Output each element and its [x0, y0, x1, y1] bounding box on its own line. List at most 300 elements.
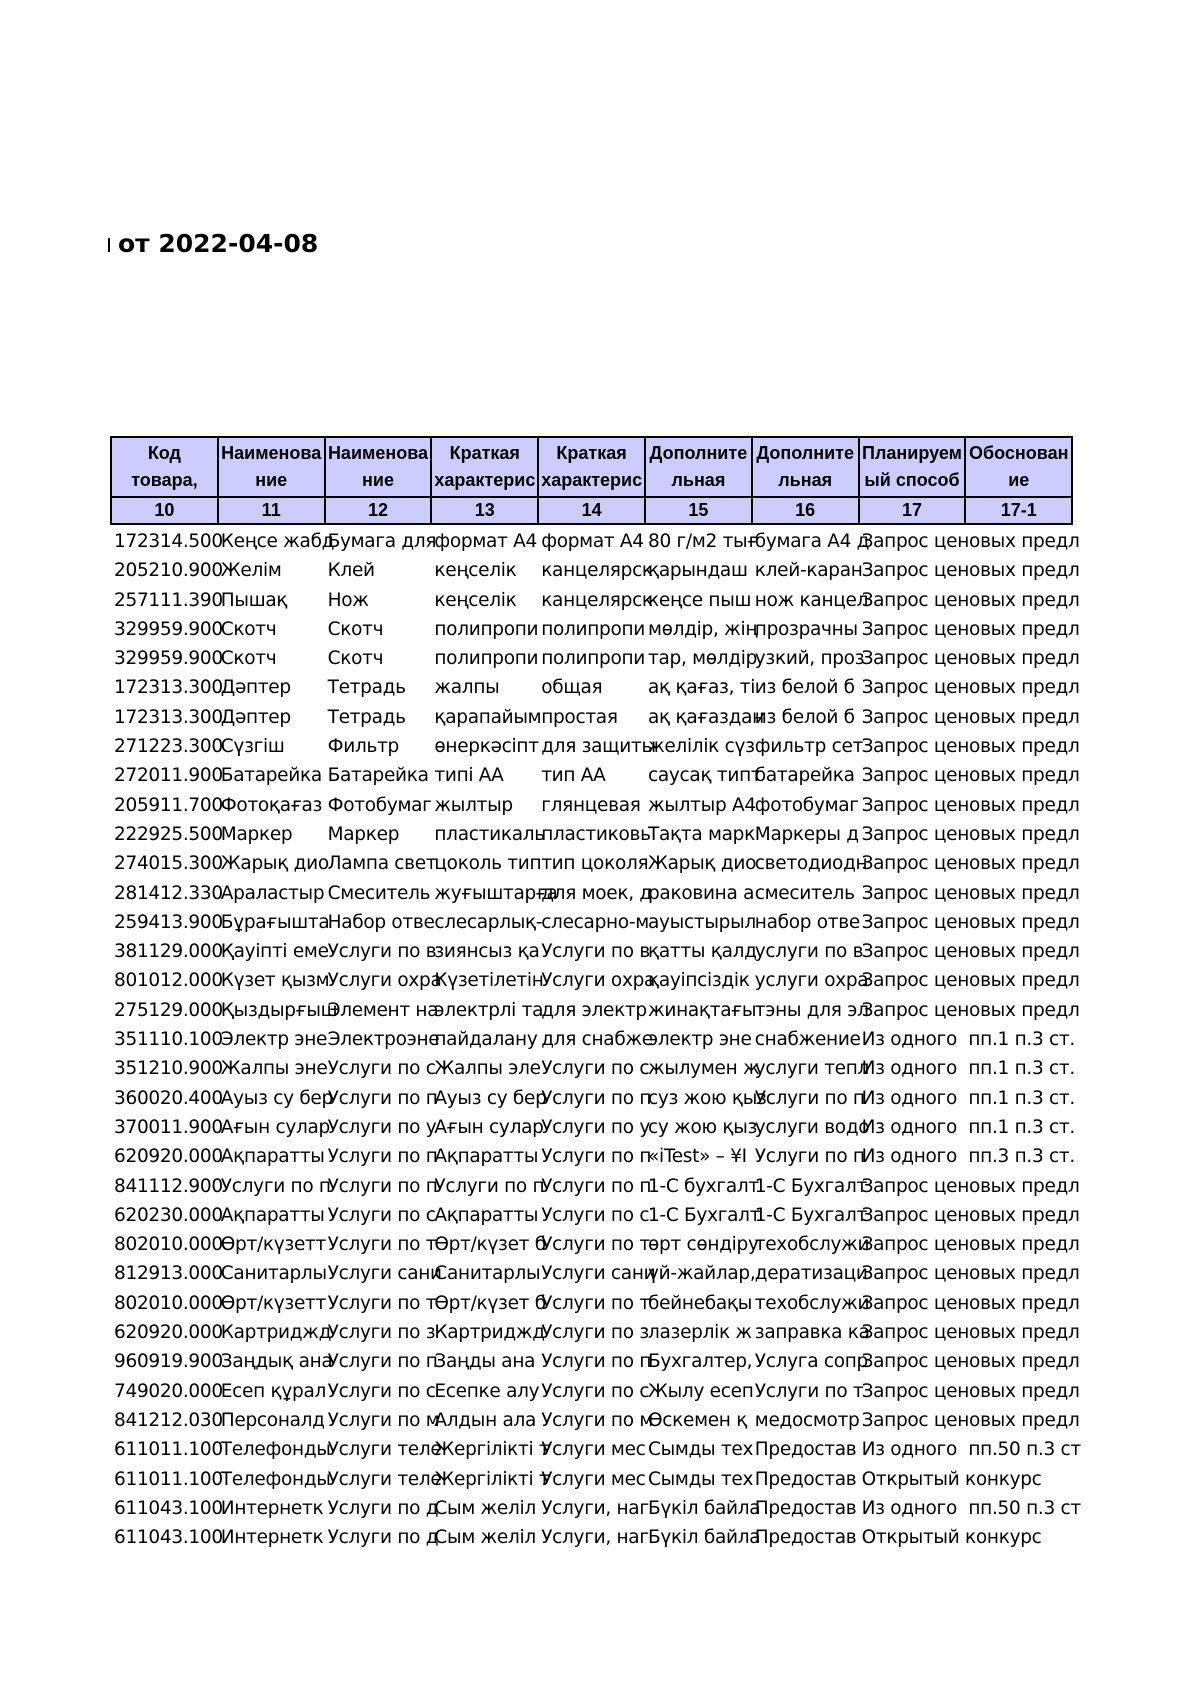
- table-cell: Скотч: [220, 618, 277, 640]
- column-header-line: ие: [1008, 470, 1030, 490]
- table-cell: из белой б: [754, 706, 855, 728]
- table-cell: Санитарлы: [434, 1263, 541, 1285]
- table-cell: техобслужи: [754, 1292, 870, 1314]
- table-cell: 257111.390: [114, 589, 223, 611]
- table-row: [111, 1523, 1072, 1552]
- column-header: [752, 437, 859, 497]
- table-cell: пп.50 п.3 ст: [968, 1497, 1081, 1519]
- column-header-line: характерис: [434, 470, 536, 490]
- table-row: [111, 1377, 1072, 1406]
- table-row: [111, 1084, 1072, 1113]
- table-cell: Батарейка: [327, 765, 429, 787]
- table-cell: Жалпы эне: [220, 1058, 328, 1080]
- table-cell: полипропи: [541, 618, 646, 640]
- table-cell: Услуги по п: [541, 1175, 652, 1197]
- table-cell: Жылу есеп: [647, 1380, 754, 1402]
- table-row: [111, 820, 1072, 849]
- table-cell: пп.1 п.3 ст.: [968, 1087, 1075, 1109]
- table-cell: Ақпаратты: [434, 1146, 539, 1168]
- table-cell: Скотч: [220, 648, 277, 670]
- table-cell: нож канцел: [754, 589, 869, 611]
- table-cell: Сым желіл: [434, 1497, 536, 1519]
- column-number: 16: [752, 497, 859, 524]
- table-cell: Запрос ценовых предл: [861, 794, 1080, 816]
- table-cell: Кеңсе жабд: [220, 531, 335, 552]
- table-cell: 620920.000: [114, 1146, 223, 1168]
- table-row: [111, 615, 1072, 644]
- table-cell: 329959.900: [114, 618, 223, 640]
- table-cell: Запрос ценовых предл: [861, 618, 1080, 640]
- table-cell: полипропи: [541, 648, 646, 670]
- table-cell: Запрос ценовых предл: [861, 589, 1080, 611]
- table-cell: зиянсыз қа: [434, 941, 540, 963]
- table-cell: Өрт/күзетт: [220, 1234, 327, 1256]
- table-cell: Запрос ценовых предл: [861, 911, 1080, 933]
- table-cell: электрлі та: [434, 999, 544, 1021]
- table-cell: Услуги, наг: [541, 1497, 649, 1519]
- table-cell: Запрос ценовых предл: [861, 1351, 1080, 1373]
- table-cell: Услуги по с: [327, 1380, 436, 1402]
- table-cell: Услуги по т: [327, 1234, 437, 1256]
- table-cell: для моек, д: [541, 882, 652, 904]
- table-cell: 351110.100: [114, 1029, 223, 1051]
- table-cell: Из одного: [861, 1439, 957, 1461]
- table-cell: суз жою қыз: [647, 1087, 767, 1109]
- table-cell: Бухгалтер,: [647, 1351, 753, 1373]
- table-cell: Запрос ценовых предл: [861, 1204, 1080, 1226]
- table-cell: пластикаль: [434, 823, 545, 845]
- table-cell: 960919.900: [114, 1351, 223, 1373]
- column-number: 17: [859, 497, 966, 524]
- column-number: 12: [325, 497, 432, 524]
- column-number: 14: [538, 497, 645, 524]
- table-cell: Күзетілетін: [434, 970, 544, 992]
- table-cell: Интернетк: [220, 1497, 324, 1519]
- column-header: [111, 437, 218, 497]
- table-cell: жалпы: [434, 677, 500, 699]
- table-cell: Бумага для: [327, 531, 437, 552]
- table-row: [111, 732, 1072, 761]
- column-header-line: Обоснован: [969, 443, 1069, 463]
- table-cell: мөлдір, жің: [647, 618, 758, 640]
- column-number: 11: [218, 497, 325, 524]
- table-row: [111, 524, 1072, 556]
- table-cell: пп.1 п.3 ст.: [968, 1058, 1075, 1080]
- table-cell: Услуги сани: [541, 1263, 656, 1285]
- table-cell: Услуги по с: [327, 1204, 436, 1226]
- table-cell: Сүзгіш: [220, 736, 285, 758]
- table-cell: жылтыр А4: [647, 794, 756, 816]
- table-cell: Из одного: [861, 1087, 957, 1109]
- column-header-line: льная: [778, 470, 833, 490]
- table-row: [111, 586, 1072, 615]
- table-cell: Картриджд: [434, 1322, 545, 1344]
- column-header: [325, 437, 432, 497]
- table-cell: фильтр сет: [754, 736, 864, 758]
- column-header: [859, 437, 966, 497]
- table-cell: Есепке алу: [434, 1380, 540, 1402]
- table-cell: өнеркәсіпт: [434, 736, 539, 758]
- table-cell: Услуги по у: [541, 1116, 650, 1138]
- table-cell: Услуги, наг: [541, 1527, 649, 1549]
- table-cell: услуги охра: [754, 970, 869, 992]
- table-cell: ақ қағаздан: [647, 706, 764, 728]
- table-cell: Персоналд: [220, 1409, 325, 1431]
- table-cell: Запрос ценовых предл: [861, 1292, 1080, 1314]
- table-cell: 80 г/м2 тығ: [647, 531, 758, 552]
- table-cell: Услуги по п: [434, 1175, 545, 1197]
- table-cell: жинақтағы: [647, 999, 757, 1021]
- table-cell: глянцевая: [541, 794, 641, 816]
- column-header-line: Дополните: [756, 443, 854, 463]
- table-cell: Услуги мес: [541, 1439, 646, 1461]
- table-cell: 274015.300: [114, 853, 223, 875]
- table-cell: Скотч: [327, 648, 384, 670]
- table-cell: Заңды ана: [434, 1351, 536, 1373]
- table-row: [111, 1025, 1072, 1054]
- table-cell: Услуги по т: [541, 1292, 650, 1314]
- table-cell: су жою қыз: [647, 1116, 758, 1138]
- table-cell: типі АА: [434, 765, 504, 787]
- table-cell: Алдын ала: [434, 1409, 537, 1431]
- table-cell: 281412.330: [114, 882, 223, 904]
- table-row: [111, 1318, 1072, 1347]
- table-cell: Услуги по т: [327, 1292, 437, 1314]
- table-cell: пп.3 п.3 ст.: [968, 1146, 1075, 1168]
- table-cell: Жалпы эле: [434, 1058, 541, 1080]
- table-cell: снабжение: [754, 1029, 861, 1051]
- column-number: 15: [645, 497, 752, 524]
- column-number: 13: [431, 497, 538, 524]
- table-cell: 802010.000: [114, 1292, 223, 1314]
- table-cell: Ауыз су бер: [220, 1087, 333, 1109]
- table-cell: 275129.000: [114, 999, 223, 1021]
- table-cell: Открытый конкурс: [861, 1468, 1042, 1490]
- table-row: [111, 791, 1072, 820]
- table-cell: Из одного: [861, 1497, 957, 1519]
- table-cell: Запрос ценовых предл: [861, 1322, 1080, 1344]
- table-cell: Услуги по с: [541, 1380, 650, 1402]
- table-header: [111, 437, 1072, 524]
- table-cell: Жарық дио: [220, 853, 329, 875]
- table-cell: 841212.030: [114, 1409, 223, 1431]
- table-cell: Запрос ценовых предл: [861, 941, 1080, 963]
- table-cell: для электр: [541, 999, 647, 1021]
- table-cell: кеңсе пыш: [647, 589, 752, 611]
- header-row: [111, 437, 1072, 497]
- table-cell: канцелярск: [541, 589, 653, 611]
- table-cell: Услуги мес: [541, 1468, 646, 1490]
- table-cell: Дәптер: [220, 706, 291, 728]
- table-cell: Услуга сопр: [754, 1351, 868, 1373]
- table-row: [111, 1259, 1072, 1288]
- table-cell: лазерлік ж: [647, 1322, 752, 1344]
- table-cell: прозрачны: [754, 618, 858, 640]
- table-cell: пайдалану: [434, 1029, 538, 1051]
- table-cell: узкий, проз: [754, 648, 865, 670]
- table-cell: Жарық дио: [647, 853, 757, 875]
- table-cell: 1-С Бухгалт: [754, 1204, 867, 1226]
- table-cell: Телефонды: [220, 1468, 331, 1490]
- column-header: [218, 437, 325, 497]
- table-cell: общая: [541, 677, 603, 699]
- table-cell: Услуги по с: [541, 1058, 650, 1080]
- table-cell: для снабже: [541, 1029, 653, 1051]
- table-cell: жылумен ж: [647, 1058, 760, 1080]
- table-cell: Услуги по п: [541, 1146, 652, 1168]
- table-row: [111, 1289, 1072, 1318]
- table-cell: 841112.900: [114, 1175, 223, 1197]
- table-cell: Услуги охра: [541, 970, 656, 992]
- table-cell: Ағын сулар: [220, 1116, 330, 1138]
- table-cell: Фильтр: [327, 736, 399, 758]
- table-cell: 1-С бухгалт: [647, 1175, 759, 1197]
- table-cell: Предостав: [754, 1439, 857, 1461]
- table-cell: Услуги по в: [541, 941, 650, 963]
- table-cell: 370011.900: [114, 1116, 223, 1138]
- table-cell: слесарно-м: [541, 911, 649, 933]
- table-cell: Запрос ценовых предл: [861, 706, 1080, 728]
- table-cell: Маркер: [327, 823, 400, 845]
- table-row: [111, 761, 1072, 790]
- table-cell: Бүкіл байла: [647, 1497, 761, 1519]
- table-cell: Тетрадь: [327, 706, 406, 728]
- table-cell: Запрос ценовых предл: [861, 970, 1080, 992]
- table-cell: Услуги по т: [754, 1380, 864, 1402]
- table-cell: қауіпсіздік: [647, 970, 750, 992]
- table-cell: Электр эне: [220, 1029, 328, 1051]
- table-cell: Запрос ценовых предл: [861, 765, 1080, 787]
- table-cell: «iTest» – ¥I: [647, 1146, 747, 1168]
- table-cell: 172313.300: [114, 706, 223, 728]
- table-cell: Запрос ценовых предл: [861, 882, 1080, 904]
- table-cell: пластиковь: [541, 823, 651, 845]
- table-cell: Услуги сани: [327, 1263, 442, 1285]
- table-cell: Смеситель: [327, 882, 431, 904]
- table-cell: 205210.900: [114, 560, 223, 582]
- column-header-line: Планируем: [862, 443, 962, 463]
- table-cell: канцелярск: [541, 560, 653, 582]
- table-cell: Из одного: [861, 1058, 957, 1080]
- table-cell: Сымды тех: [647, 1468, 754, 1490]
- table-cell: смеситель: [754, 882, 855, 904]
- table-cell: Из одного: [861, 1029, 957, 1051]
- table-cell: Услуги по с: [327, 1058, 436, 1080]
- table-cell: желілік сүз: [647, 736, 755, 758]
- table-cell: заправка ка: [754, 1322, 870, 1344]
- table-row: [111, 556, 1072, 585]
- table-cell: Запрос ценовых предл: [861, 1175, 1080, 1197]
- table-cell: Телефонды: [220, 1439, 331, 1461]
- table-cell: Запрос ценовых предл: [861, 736, 1080, 758]
- table-row: [111, 908, 1072, 937]
- table-cell: Услуги охра: [327, 970, 442, 992]
- table-cell: Запрос ценовых предл: [861, 560, 1080, 582]
- table-row: [111, 644, 1072, 673]
- table-cell: 620230.000: [114, 1204, 223, 1226]
- table-cell: Запрос ценовых предл: [861, 1263, 1080, 1285]
- table-cell: Услуги по п: [541, 1351, 652, 1373]
- table-cell: Лампа свет: [327, 853, 437, 875]
- table-cell: формат А4: [434, 531, 537, 552]
- table-cell: набор отве: [754, 911, 860, 933]
- table-cell: 360020.400: [114, 1087, 223, 1109]
- table-cell: бумага А4 д: [754, 531, 870, 552]
- table-cell: Услуги по п: [541, 1087, 652, 1109]
- table-cell: Открытый конкурс: [861, 1527, 1042, 1549]
- table-cell: Услуги по з: [327, 1322, 436, 1344]
- table-cell: Запрос ценовых предл: [861, 1409, 1080, 1431]
- table-cell: Санитарлы: [220, 1263, 327, 1285]
- table-cell: Араластыр: [220, 882, 325, 904]
- table-cell: Услуги по м: [327, 1409, 440, 1431]
- table-cell: тар, мөлдір: [647, 648, 758, 670]
- table-row: [111, 996, 1072, 1025]
- table-cell: қарапайым: [434, 706, 542, 728]
- table-cell: услуги водо: [754, 1116, 870, 1138]
- table-cell: 1-С Бухгалт: [647, 1204, 761, 1226]
- table-row: [111, 966, 1072, 995]
- table-cell: Заңдық ана: [220, 1351, 333, 1373]
- table-cell: Услуги по в: [327, 941, 437, 963]
- table-cell: тип АА: [541, 765, 606, 787]
- table-cell: 802010.000: [114, 1234, 223, 1256]
- table-cell: Дәптер: [220, 677, 291, 699]
- table-cell: Элемент на: [327, 999, 439, 1021]
- column-header-line: Код: [147, 443, 181, 463]
- table-cell: Услуги по д: [327, 1527, 439, 1549]
- table-cell: Запрос ценовых предл: [861, 648, 1080, 670]
- table-row: [111, 1465, 1072, 1494]
- table-row: [111, 1054, 1072, 1083]
- table-row: [111, 703, 1072, 732]
- table-cell: батарейка: [754, 765, 855, 787]
- table-cell: 329959.900: [114, 648, 223, 670]
- table-cell: Батарейка: [220, 765, 322, 787]
- table-cell: Услуги по с: [541, 1204, 650, 1226]
- document-date: от 2022-04-08: [118, 229, 319, 258]
- table-cell: 801012.000: [114, 970, 223, 992]
- procurement-table: [110, 436, 1081, 1552]
- table-cell: медосмотр: [754, 1409, 860, 1431]
- table-cell: Сым желіл: [434, 1527, 536, 1549]
- table-cell: 1-С Бухгалт: [754, 1175, 867, 1197]
- table-cell: Услуги по п: [754, 1146, 865, 1168]
- table-cell: қарындаш: [647, 560, 748, 582]
- table-cell: Нож: [327, 589, 369, 611]
- table-cell: Ақпаратты: [220, 1204, 325, 1226]
- table-row: [111, 849, 1072, 878]
- table-cell: Клей: [327, 560, 375, 582]
- table-cell: кеңселік: [434, 560, 517, 582]
- column-header-line: Наименова: [221, 443, 322, 463]
- table-row: [111, 1201, 1072, 1230]
- table-cell: 749020.000: [114, 1380, 223, 1402]
- table-cell: үй-жайлар,: [647, 1263, 756, 1285]
- column-header: [965, 437, 1072, 497]
- table-cell: Предостав: [754, 1468, 857, 1490]
- table-cell: пп.50 п.3 ст: [968, 1439, 1081, 1461]
- table-cell: 611043.100: [114, 1497, 223, 1519]
- table-cell: Набор отве: [327, 911, 435, 933]
- table-cell: Услуги по п: [220, 1175, 331, 1197]
- table-cell: Услуги по п: [327, 1351, 438, 1373]
- column-header-line: товара,: [131, 470, 198, 490]
- table-cell: фотобумаг: [754, 794, 859, 816]
- table-cell: Тетрадь: [327, 677, 406, 699]
- table-cell: Запрос ценовых предл: [861, 1380, 1080, 1402]
- table-cell: Маркеры д: [754, 823, 859, 845]
- table-cell: тэны для эл: [754, 999, 869, 1021]
- table-cell: 271223.300: [114, 736, 223, 758]
- table-cell: Услуги по п: [327, 1146, 438, 1168]
- table-cell: 272011.900: [114, 765, 223, 787]
- table-cell: слесарлық-: [434, 911, 543, 933]
- table-cell: Тақта марк: [647, 823, 755, 845]
- table-cell: 620920.000: [114, 1322, 223, 1344]
- table-cell: Есеп құрал: [220, 1380, 327, 1402]
- table-cell: Ауыз су бер: [434, 1087, 547, 1109]
- table-cell: қатты қалд: [647, 941, 757, 963]
- table-cell: Из одного: [861, 1116, 957, 1138]
- table-cell: 611043.100: [114, 1527, 223, 1549]
- table-cell: Услуги по т: [541, 1234, 650, 1256]
- table-cell: светодиодн: [754, 853, 868, 875]
- table-cell: Күзет қызм: [220, 970, 330, 992]
- table-cell: 205911.700: [114, 794, 223, 816]
- table-cell: 172313.300: [114, 677, 223, 699]
- table-cell: Запрос ценовых предл: [861, 1234, 1080, 1256]
- table-cell: услуги тепл: [754, 1058, 870, 1080]
- table-cell: 259413.900: [114, 911, 223, 933]
- column-header-line: ние: [362, 470, 394, 490]
- table-cell: ақ қағаз, ті: [647, 677, 756, 699]
- document-title: [108, 229, 318, 258]
- table-cell: Услуги по п: [327, 1087, 438, 1109]
- table-cell: Ақпаратты: [220, 1146, 325, 1168]
- table-cell: Предостав: [754, 1527, 857, 1549]
- column-number: 10: [111, 497, 218, 524]
- table-cell: 381129.000: [114, 941, 223, 963]
- table-cell: жуғыштарға: [434, 882, 558, 904]
- table-cell: Услуги теле: [327, 1468, 442, 1490]
- table-row: [111, 1113, 1072, 1142]
- table-cell: формат А4: [541, 531, 644, 552]
- table-cell: Маркер: [220, 823, 293, 845]
- table-cell: Өрт/күзетт: [220, 1292, 327, 1314]
- table-cell: Скотч: [327, 618, 384, 640]
- table-cell: 812913.000: [114, 1263, 223, 1285]
- table-cell: из белой б: [754, 677, 855, 699]
- table-row: [111, 1494, 1072, 1523]
- table-cell: Запрос ценовых предл: [861, 531, 1080, 552]
- table-cell: Бүкіл байла: [647, 1527, 761, 1549]
- table-cell: Желім: [220, 560, 282, 582]
- table-cell: Фотоқағаз: [220, 794, 323, 816]
- table-row: [111, 879, 1072, 908]
- table-cell: Ақпаратты: [434, 1204, 539, 1226]
- table-cell: техобслужи: [754, 1234, 870, 1256]
- table-cell: электр эне: [647, 1029, 752, 1051]
- table-cell: Электроэне: [327, 1029, 440, 1051]
- table-cell: кеңселік: [434, 589, 517, 611]
- table-cell: жылтыр: [434, 794, 513, 816]
- table-cell: Пышақ: [220, 589, 288, 611]
- table-row: [111, 1230, 1072, 1259]
- table-cell: Запрос ценовых предл: [861, 853, 1080, 875]
- table-cell: Услуги по у: [327, 1116, 437, 1138]
- column-header: [431, 437, 538, 497]
